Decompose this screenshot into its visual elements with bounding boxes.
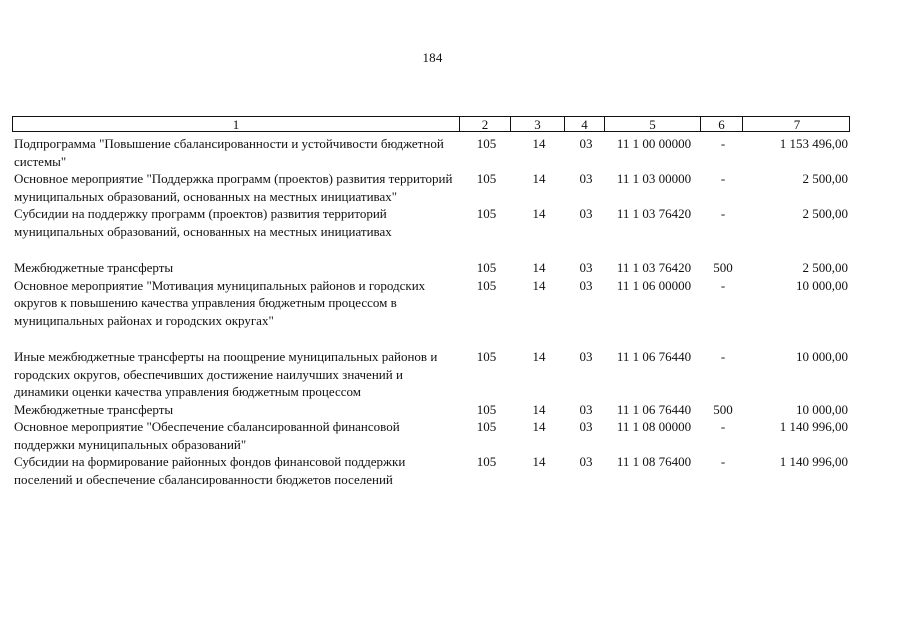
- row-code-2: 105: [476, 454, 497, 469]
- row-code-6: -: [720, 419, 726, 434]
- header-col-2: 2: [460, 117, 511, 131]
- row-code-5: 11 1 06 76440: [616, 401, 692, 417]
- header-col-1: 1: [13, 117, 460, 131]
- table-row: [14, 205, 852, 240]
- row-name: Межбюджетные трансферты: [14, 401, 174, 417]
- row-code-4: 03: [579, 454, 593, 469]
- row-name: Основное мероприятие "Поддержка программ (проектов) развития территорий муниципальных образований, основанных на местных инициативах": [14, 171, 453, 204]
- row-code-5: 11 1 03 76420: [616, 206, 692, 221]
- row-code-2: 105: [476, 206, 497, 221]
- row-code-6: -: [720, 171, 726, 186]
- table-row: [14, 170, 852, 205]
- row-code-6: -: [720, 277, 726, 293]
- row-amount: 1 153 496,00: [779, 136, 848, 151]
- row-code-5: 11 1 06 76440: [616, 349, 692, 364]
- row-code-2: 105: [476, 401, 497, 417]
- row-code-2: 105: [476, 277, 497, 293]
- budget-table-body: [14, 135, 852, 488]
- row-code-2: 105: [476, 260, 497, 275]
- row-code-5: 11 1 03 76420: [616, 260, 692, 275]
- row-amount: 10 000,00: [796, 277, 848, 293]
- row-code-3: 14: [532, 171, 546, 186]
- row-code-3: 14: [532, 419, 546, 434]
- row-amount: 10 000,00: [796, 349, 848, 364]
- row-code-4: 03: [579, 277, 593, 293]
- row-code-5: 11 1 03 00000: [616, 171, 692, 186]
- row-amount: 2 500,00: [802, 260, 848, 275]
- row-spacer: [14, 240, 852, 259]
- row-code-5: 11 1 08 76400: [616, 454, 692, 469]
- table-row: [14, 348, 852, 401]
- row-amount: 10 000,00: [796, 401, 848, 417]
- row-code-2: 105: [476, 419, 497, 434]
- header-col-5: 5: [605, 117, 701, 131]
- row-code-5: 11 1 00 00000: [616, 136, 692, 151]
- row-code-6: 500: [713, 260, 733, 275]
- row-code-3: 14: [532, 206, 546, 221]
- row-code-3: 14: [532, 277, 546, 293]
- row-code-3: 14: [532, 454, 546, 469]
- table-row: [14, 135, 852, 170]
- header-col-4: 4: [565, 117, 605, 131]
- header-col-7: 7: [793, 116, 801, 132]
- row-code-4: 03: [579, 206, 593, 221]
- row-code-6: -: [720, 206, 726, 221]
- row-name: Подпрограмма "Повышение сбалансированности и устойчивости бюджетной системы": [14, 136, 444, 169]
- row-amount: 2 500,00: [802, 171, 848, 186]
- row-code-6: -: [720, 454, 726, 469]
- table-row: [14, 453, 852, 488]
- row-code-2: 105: [476, 171, 497, 186]
- row-name: Иные межбюджетные трансферты на поощрение муниципальных районов и городских округов, обеспечивших достижение наилучших значений и динамики оценки качества управления бюджетным процессом: [14, 349, 438, 399]
- page-number: 184: [422, 50, 443, 65]
- table-header: [12, 116, 850, 132]
- row-code-3: 14: [532, 401, 546, 417]
- row-code-6: 500: [713, 401, 733, 417]
- row-code-4: 03: [579, 260, 593, 275]
- row-amount: 2 500,00: [802, 206, 848, 221]
- row-spacer: [14, 329, 852, 348]
- row-code-6: -: [720, 136, 726, 151]
- row-name: Субсидии на поддержку программ (проектов) развития территорий муниципальных образований, основанных на местных инициативах: [14, 206, 392, 239]
- row-code-3: 14: [532, 260, 546, 275]
- row-code-2: 105: [476, 136, 497, 151]
- row-amount: 1 140 996,00: [779, 419, 848, 434]
- row-name: Межбюджетные трансферты: [14, 260, 174, 275]
- table-row: [14, 418, 852, 453]
- row-code-4: 03: [579, 136, 593, 151]
- row-code-4: 03: [579, 401, 593, 417]
- row-code-5: 11 1 06 00000: [616, 277, 692, 293]
- row-name: Основное мероприятие "Обеспечение сбалансированной финансовой поддержки муниципальных образований": [14, 419, 400, 452]
- header-col-3: 3: [511, 117, 565, 131]
- row-amount: 1 140 996,00: [779, 454, 848, 469]
- row-code-3: 14: [532, 136, 546, 151]
- row-code-2: 105: [476, 349, 497, 364]
- table-row: [14, 401, 852, 419]
- table-row: [14, 277, 852, 330]
- row-code-5: 11 1 08 00000: [616, 419, 692, 434]
- header-col-6: 6: [701, 117, 743, 131]
- row-name: Субсидии на формирование районных фондов финансовой поддержки поселений и обеспечение сбалансированности бюджетов поселений: [14, 454, 406, 487]
- row-code-4: 03: [579, 171, 593, 186]
- row-code-6: -: [720, 349, 726, 364]
- row-name: Основное мероприятие "Мотивация муниципальных районов и городских округов к повышению качества управления бюджетным процессом в муниципальных районах и городских округах": [14, 277, 426, 328]
- row-code-4: 03: [579, 419, 593, 434]
- row-code-3: 14: [532, 349, 546, 364]
- row-code-4: 03: [579, 349, 593, 364]
- table-row: [14, 259, 852, 277]
